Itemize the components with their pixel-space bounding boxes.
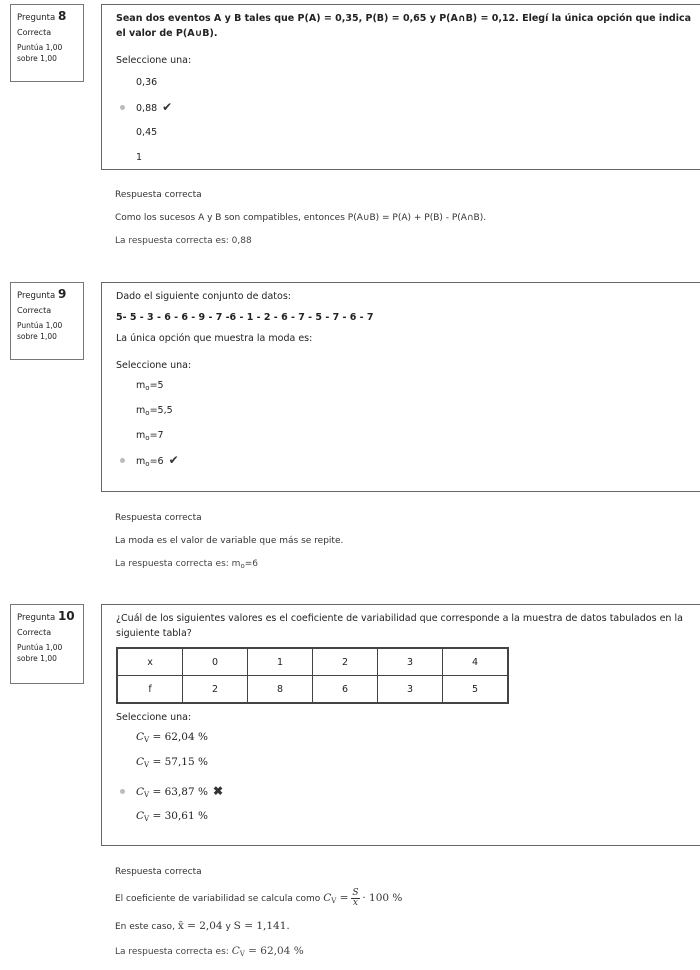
table-cell: 2: [313, 648, 378, 676]
question-grade: Puntúa 1,00 sobre 1,00: [17, 321, 63, 341]
cross-icon: ✖: [212, 784, 224, 798]
answer-prompt: Seleccione una:: [116, 360, 192, 371]
question-info-8: [10, 4, 84, 82]
feedback-title: Respuesta correcta: [115, 513, 202, 523]
answer-option-3[interactable]: 0,45: [136, 127, 158, 138]
table-cell: 2: [183, 676, 248, 704]
table-cell: 3: [378, 648, 443, 676]
answer-option-2[interactable]: 0,88 ✔: [116, 95, 696, 120]
feedback-10: [115, 867, 675, 958]
table-cell: 5: [443, 676, 509, 704]
question-text: ¿Cuál de los siguientes valores es el coeficiente de variabilidad que corresponde a la muestra de datos tabulados en la siguiente tabla?: [116, 613, 683, 639]
answer-option-4[interactable]: $C_V = 30,61$ %: [136, 810, 208, 823]
question-state: Correcta: [17, 628, 52, 637]
table-cell: x: [117, 648, 183, 676]
radio-selected[interactable]: [120, 789, 125, 794]
table-cell: 0: [183, 648, 248, 676]
question-state: Correcta: [17, 28, 52, 37]
feedback-title: Respuesta correcta: [115, 190, 202, 200]
question-text: Sean dos eventos A y B tales que P(A) = 0,35, P(B) = 0,65 y P(A∩B) = 0,12. Elegí la única opción que indica el valor de P(A∪B).: [116, 13, 691, 39]
feedback-values-line: En este caso, x̄ = 2,04 y S = 1,141.: [115, 920, 290, 932]
answer-option-1[interactable]: $m_o=5$: [136, 380, 164, 392]
answer-option-1[interactable]: $C_V = 62,04$ %: [136, 731, 208, 744]
answer-option-2[interactable]: $m_o=5,5$: [136, 405, 173, 417]
question-text: Dado el siguiente conjunto de datos:: [116, 291, 291, 302]
radio-selected[interactable]: [120, 458, 125, 463]
answer-option-1[interactable]: 0,36: [136, 77, 158, 88]
question-number: Pregunta 8: [17, 9, 67, 23]
question-grade: Puntúa 1,00 sobre 1,00: [17, 43, 63, 63]
answer-option-3[interactable]: $m_o=7$: [136, 430, 164, 442]
table-cell: 6: [313, 676, 378, 704]
table-row: [117, 676, 508, 704]
feedback-formula-line: El coeficiente de variabilidad se calcula como $C_V$ = $\frac{S}{x̄}$ · 100 %: [115, 888, 403, 908]
question-text-2: La única opción que muestra la moda es:: [116, 333, 313, 344]
table-row: [117, 648, 508, 676]
table-cell: f: [117, 676, 183, 704]
answer-option-2[interactable]: $C_V = 57,15$ %: [136, 756, 208, 769]
feedback-9: [115, 513, 675, 570]
question-data: 5- 5 - 3 - 6 - 6 - 9 - 7 -6 - 1 - 2 - 6 - 7 - 5 - 7 - 6 - 7: [116, 312, 374, 323]
feedback-answer: La respuesta correcta es: 0,88: [115, 236, 252, 246]
answer-option-4[interactable]: $m_o=6$ ✔: [116, 448, 696, 473]
table-cell: 3: [378, 676, 443, 704]
question-number: Pregunta 10: [17, 609, 75, 623]
table-cell: 8: [248, 676, 313, 704]
table-cell: 4: [443, 648, 509, 676]
question-number: Pregunta 9: [17, 287, 67, 301]
table-cell: 1: [248, 648, 313, 676]
check-icon: ✔: [168, 453, 179, 467]
question-card-10: [101, 604, 700, 846]
feedback-answer: La respuesta correcta es: $m_o=6$: [115, 559, 259, 570]
answer-prompt: Seleccione una:: [116, 55, 192, 66]
feedback-8: [115, 190, 675, 246]
question-state: Correcta: [17, 306, 52, 315]
data-table: [116, 647, 509, 704]
answer-option-4[interactable]: 1: [136, 152, 143, 163]
question-info-9: [10, 282, 84, 360]
question-info-10: [10, 604, 84, 684]
question-grade: Puntúa 1,00 sobre 1,00: [17, 643, 63, 663]
check-icon: ✔: [162, 100, 173, 114]
feedback-answer: La respuesta correcta es: $C_V = 62,04$ %: [115, 945, 304, 958]
feedback-title: Respuesta correcta: [115, 867, 202, 877]
answer-prompt: Seleccione una:: [116, 712, 192, 723]
question-card-8: [101, 4, 700, 170]
question-card-9: [101, 282, 700, 492]
radio-selected[interactable]: [120, 105, 125, 110]
feedback-text: Como los sucesos A y B son compatibles, entonces P(A∪B) = P(A) + P(B) - P(A∩B).: [115, 213, 487, 223]
feedback-text: La moda es el valor de variable que más se repite.: [115, 536, 344, 546]
answer-option-3[interactable]: $C_V = 63,87$ % ✖: [116, 779, 696, 804]
fraction: $\frac{S}{x̄}$: [352, 888, 359, 908]
